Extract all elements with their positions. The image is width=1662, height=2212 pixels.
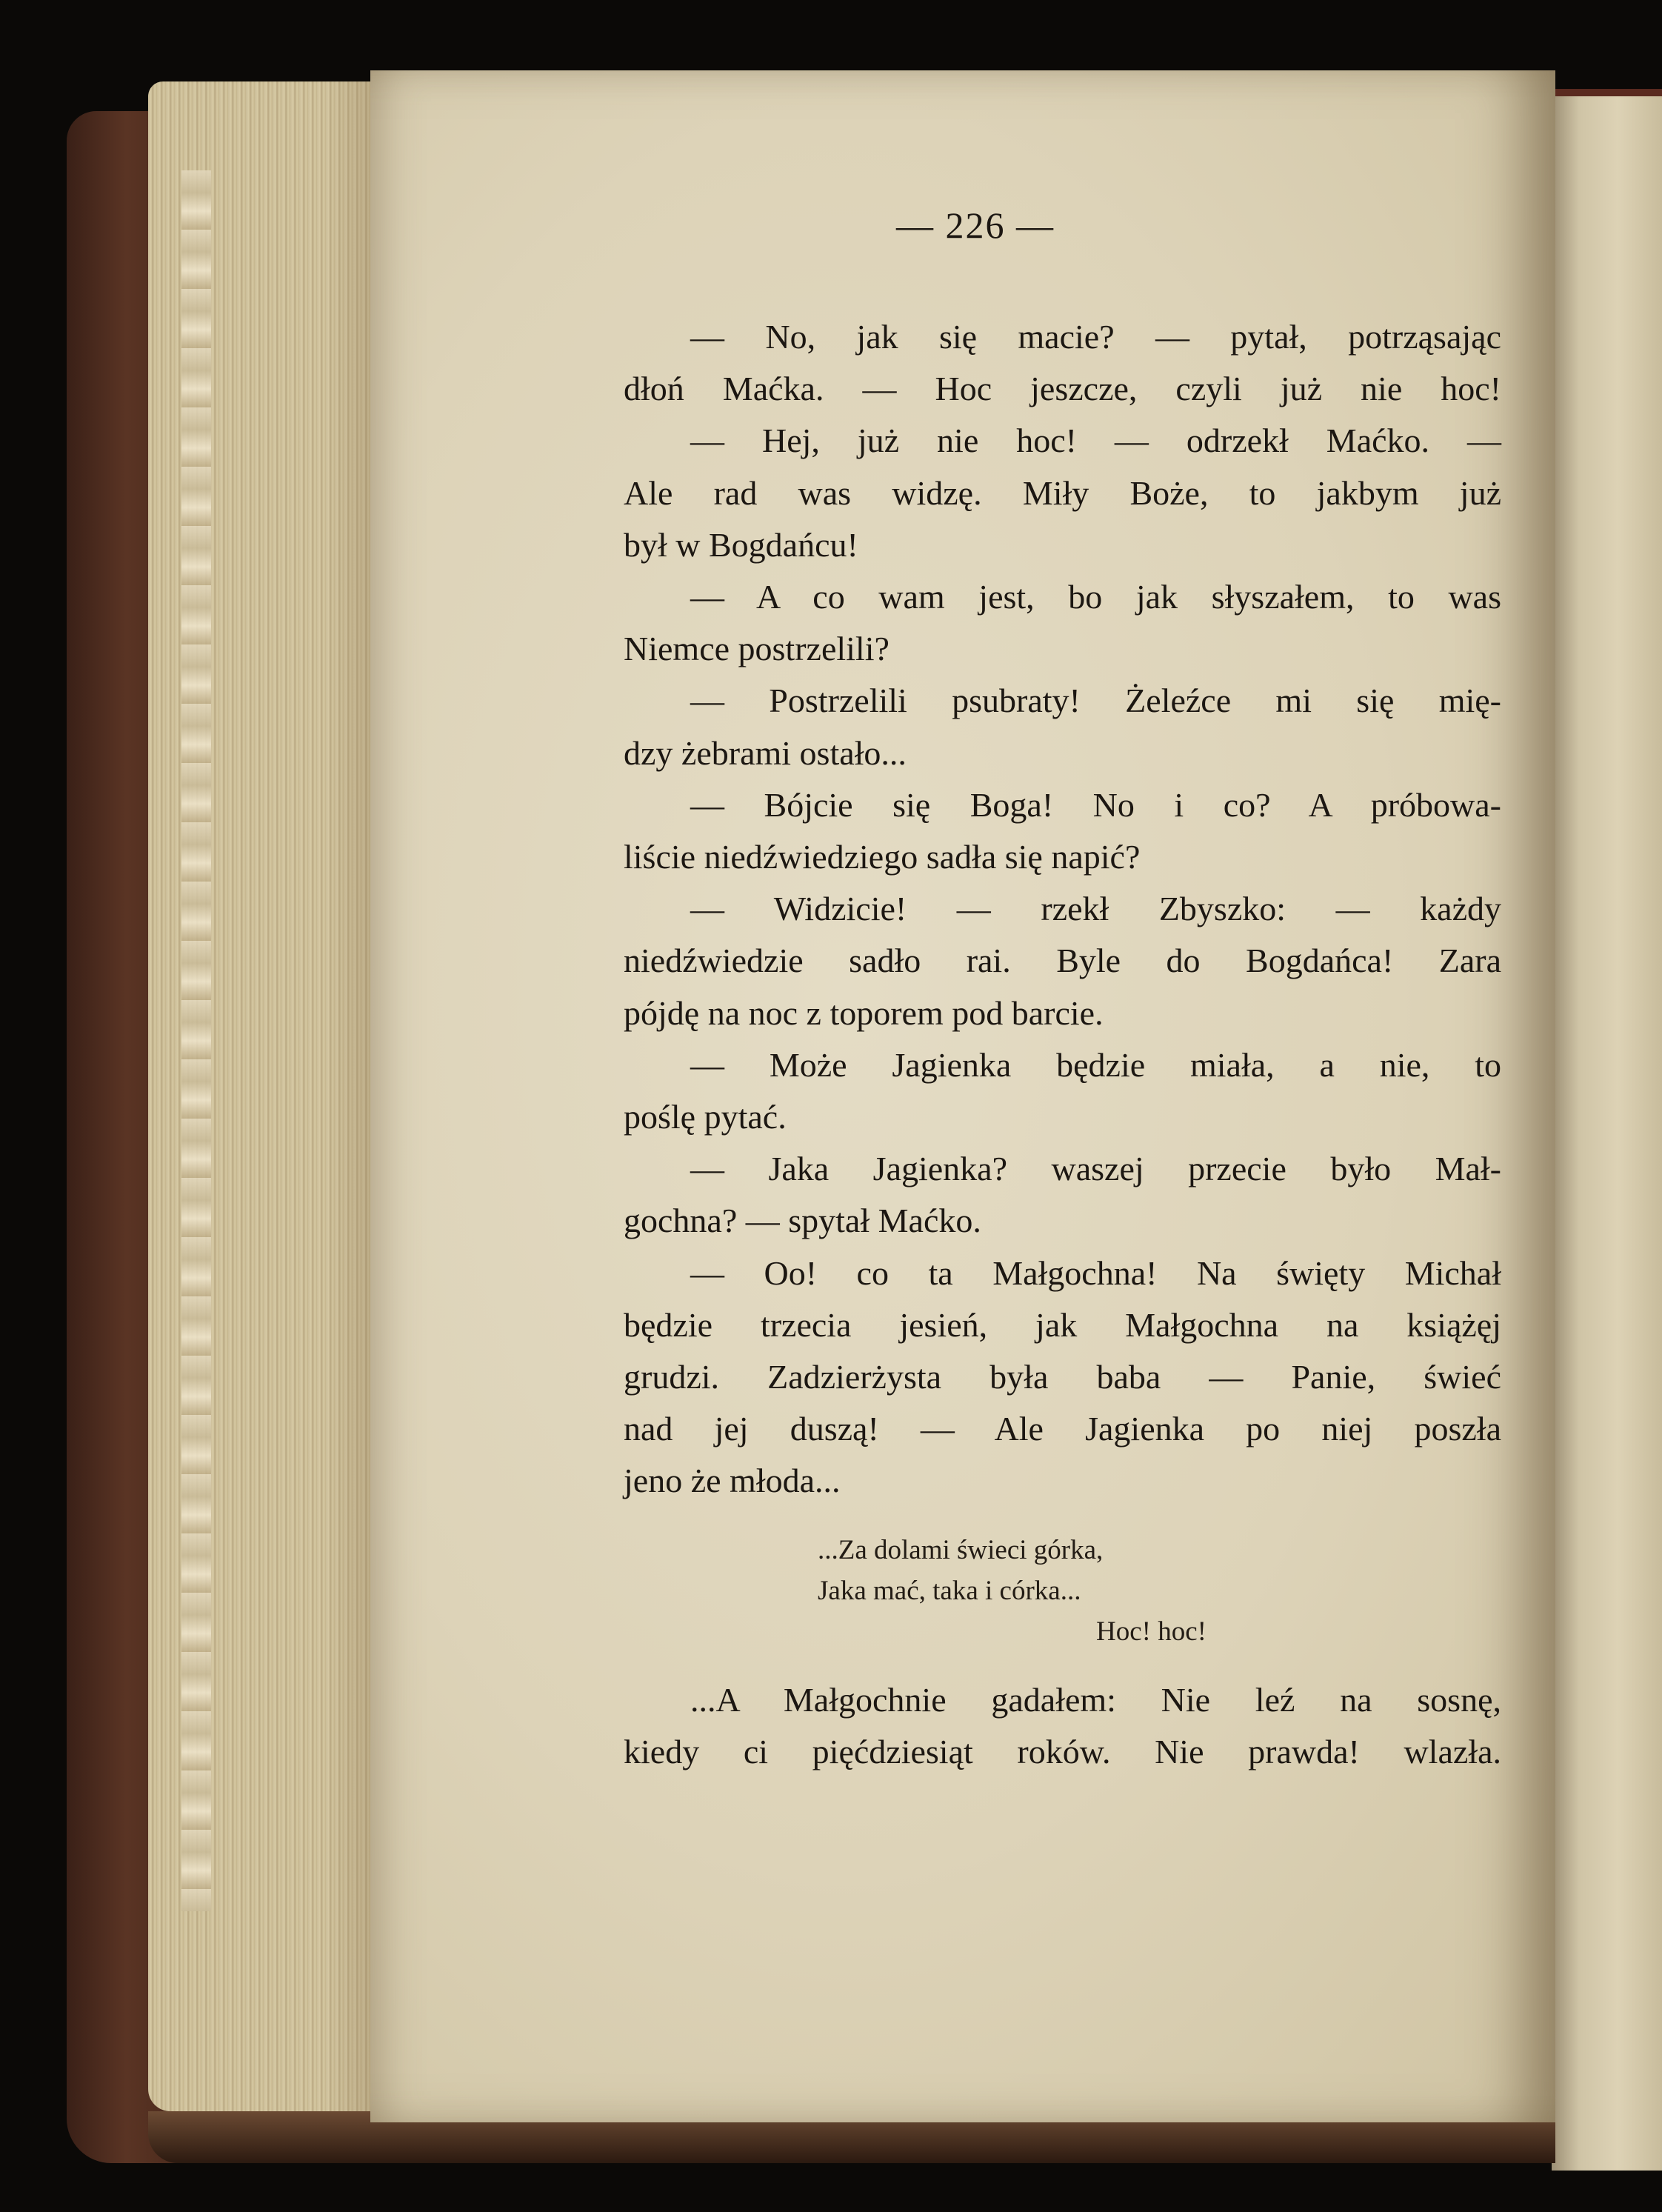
text-line: niedźwiedzie sadło rai. Byle do Bogdańca! Zara [624,942,1501,980]
paragraph [624,1247,1501,1456]
text-line: poślę pytać. [624,1098,787,1136]
text-line: dzy żebrami ostało... [624,733,907,772]
paragraph [624,987,1501,1039]
page-number: — 226 — [896,204,1055,246]
verse-block [624,1530,1501,1652]
paragraph [624,727,1501,779]
text-line: będzie trzecia jesień, jak Małgochna na książęj [624,1305,1501,1344]
text-line: — Widzicie! — rzekł Zbyszko: — każdy [690,890,1501,928]
text-line: nad jej duszą! — Ale Jagienka po niej poszła [624,1410,1501,1448]
text-line: — Hej, już nie hoc! — odrzekł Maćko. — [690,422,1501,460]
torn-page-strip [181,170,211,1911]
text-line: grudzi. Zadzierżysta była baba — Panie, świeć [624,1358,1501,1396]
right-page-sliver [1552,96,1662,2171]
text-line: gochna? — spytał Maćko. [624,1202,981,1240]
paragraph [624,1039,1501,1091]
text-line: — A co wam jest, bo jak słyszałem, to was [690,578,1501,616]
paragraph [624,831,1501,883]
paragraph [624,1143,1501,1195]
verse-line: Jaka mać, taka i córka... [818,1575,1081,1606]
paragraph [624,779,1501,831]
text-line: jeno że młoda... [624,1462,841,1500]
text-line: — Oo! co ta Małgochna! Na święty Michał [690,1253,1501,1292]
verse-line: Hoc! hoc! [1096,1616,1207,1647]
text-line: — Postrzelili psubraty! Żeleźce mi się mię- [690,682,1501,720]
paragraph [624,623,1501,675]
paragraph [624,883,1501,987]
text-line: liście niedźwiedziego sadła się napić? [624,838,1141,876]
text-line: — Bójcie się Boga! No i co? A próbowa- [690,785,1501,824]
text-line: był w Bogdańcu! [624,525,858,564]
paragraph [624,1674,1501,1778]
text-line: Ale rad was widzę. Miły Boże, to jakbym już [624,473,1501,512]
paragraph [624,1455,1501,1507]
paragraph [624,571,1501,623]
text-line: Niemce postrzelili? [624,630,890,668]
paragraph [624,1091,1501,1143]
paragraph [624,519,1501,571]
text-line: ...A Małgochnie gadałem: Nie leź na sosnę, [690,1680,1501,1719]
text-line: — Może Jagienka będzie miała, a nie, to [690,1045,1501,1084]
paragraph [624,675,1501,727]
text-line: kiedy ci pięćdziesiąt roków. Nie prawda! wlazła. [624,1732,1501,1770]
paragraph [624,311,1501,415]
body-text [624,311,1501,1778]
paragraph [624,1195,1501,1247]
verse-line: ...Za dolami świeci górka, [818,1534,1104,1565]
text-line: pójdę na noc z toporem pod barcie. [624,993,1104,1032]
paragraph [624,415,1501,519]
text-line: — No, jak się macie? — pytał, potrząsając [690,318,1501,356]
text-line: — Jaka Jagienka? waszej przecie było Mał- [690,1150,1501,1188]
text-line: dłoń Maćka. — Hoc jeszcze, czyli już nie hoc! [624,370,1501,408]
